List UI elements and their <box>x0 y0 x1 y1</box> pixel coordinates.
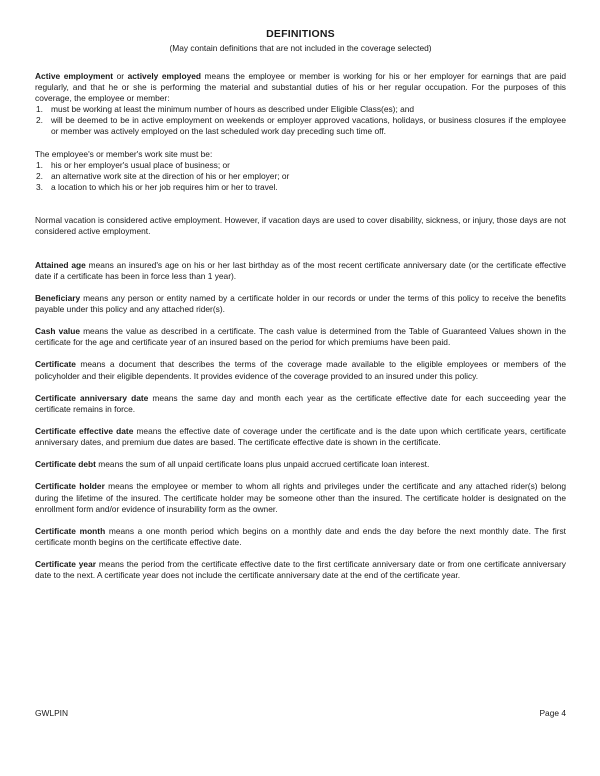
definition-certificate-month-text: means a one month period which begins on a monthly date and ends the day before the next monthly date. The first certificate month begins on the certificate effective date. <box>35 525 566 547</box>
page-subtitle: (May contain definitions that are not included in the coverage selected) <box>169 43 432 53</box>
list-item-label: a location to which his or her job requires him or her to travel. <box>51 181 278 192</box>
term-actively-employed: actively employed <box>127 71 201 81</box>
term-certificate-debt: Certificate debt <box>35 459 96 470</box>
term-certificate-holder: Certificate holder <box>35 481 105 492</box>
definition-certificate <box>35 359 566 381</box>
list-item-label: will be deemed to be in active employment on weekends or employer approved vacations, holidays, or business closures if the employee or member was actively employed on the last scheduled work day preceding such time off. <box>51 115 566 137</box>
list-item <box>35 115 566 137</box>
term-certificate-effective-date: Certificate effective date <box>35 426 134 436</box>
paragraph-spacer <box>35 415 566 426</box>
footer-form-number: GWLPIN <box>35 708 69 718</box>
paragraph-spacer <box>35 382 566 393</box>
definition-certificate-debt-text: means the sum of all unpaid certificate loans plus unpaid accrued certificate loan interest. <box>95 459 430 470</box>
list-item <box>35 182 566 193</box>
definition-certificate-anniversary-date <box>35 393 566 415</box>
footer-page-number: Page 4 <box>539 708 566 718</box>
page-title: DEFINITIONS <box>266 28 335 40</box>
definition-certificate-holder-text: means the employee or member to whom all rights and privileges under the certificate and any attached rider(s) belong during the lifetime of the insured. The certificate holder may be someone other than the insured. The certificate holder is designated on the enrollment form and/or evidence of insurability form as the owner. <box>35 481 566 514</box>
paragraph-spacer <box>35 548 566 559</box>
definition-beneficiary <box>35 293 566 315</box>
list-item <box>35 171 566 182</box>
definition-cash-value-text: means the value as described in a certificate. The cash value is determined from the Table of Guaranteed Values shown in the certificate for the age and certificate year of an insured based on the period for which premiums have been paid. <box>35 326 566 348</box>
term-certificate-anniversary-date: Certificate anniversary date <box>35 392 149 403</box>
work-site-list <box>35 160 566 193</box>
list-item-number: 2. <box>36 170 43 181</box>
paragraph-spacer <box>35 204 566 215</box>
document-body <box>35 71 566 581</box>
definition-certificate-holder <box>35 481 566 514</box>
term-attained-age: Attained age <box>35 259 86 270</box>
paragraph-spacer <box>35 237 566 248</box>
term-certificate: Certificate <box>35 359 76 370</box>
definition-certificate-year-text: means the period from the certificate effective date to the first certificate anniversary date or from one certificate anniversary date to the next. A certificate year does not include the certificate anniversary date at the end of the certificate year. <box>35 559 566 581</box>
term-active-employment: Active employment <box>35 71 114 81</box>
paragraph-spacer <box>35 448 566 459</box>
paragraph-spacer <box>35 193 566 204</box>
definition-cash-value <box>35 326 566 348</box>
conjunction-or: or <box>113 71 128 81</box>
paragraph-spacer <box>35 348 566 359</box>
list-item-number: 2. <box>36 115 43 126</box>
definition-active-employment-text: means the employee or member is working for his or her employer for earnings that are paid regularly, and that he or she is performing the material and substantial duties of his or her regular occupation. For the purposes of this coverage, the employee or member: <box>35 71 566 104</box>
term-cash-value: Cash value <box>35 326 80 337</box>
definition-attained-age <box>35 260 566 282</box>
paragraph-spacer <box>35 515 566 526</box>
document-header <box>35 28 566 54</box>
definition-beneficiary-text: means any person or entity named by a certificate holder in our records or under the terms of this policy to receive the benefits payable under this policy and any attached rider(s). <box>35 292 566 314</box>
definition-certificate-effective-date-text: means the effective date of coverage under the certificate and is the date upon which certificate years, certificate anniversary dates, and premium due dates are based. The certificate effective date is shown in the certificate. <box>35 426 566 448</box>
paragraph-spacer <box>35 249 566 260</box>
list-item-number: 1. <box>36 159 43 170</box>
definition-certificate-month <box>35 526 566 548</box>
worksite-lead: The employee's or member's work site must be: <box>35 148 213 159</box>
paragraph-normal-vacation: Normal vacation is considered active employment. However, if vacation days are used to cover disability, sickness, or injury, those days are not considered active employment. <box>35 215 566 237</box>
page-footer <box>35 708 566 719</box>
term-beneficiary: Beneficiary <box>35 292 81 303</box>
list-item-number: 3. <box>36 181 43 192</box>
definition-certificate-debt <box>35 459 566 470</box>
definition-certificate-year <box>35 559 566 581</box>
paragraph-spacer <box>35 282 566 293</box>
definition-active-employment <box>35 71 566 104</box>
paragraph-spacer <box>35 138 566 149</box>
list-item <box>35 160 566 171</box>
list-item-label: must be working at least the minimum number of hours as described under Eligible Class(es); and <box>51 104 415 115</box>
list-item-number: 1. <box>36 104 43 115</box>
definition-certificate-anniversary-date-text: means the same day and month each year as the certificate effective date for each succeeding year the certificate remains in force. <box>35 392 566 414</box>
list-item-label: an alternative work site at the direction of his or her employer; or <box>51 170 290 181</box>
term-certificate-month: Certificate month <box>35 525 106 536</box>
term-certificate-year: Certificate year <box>35 559 97 570</box>
definition-attained-age-text: means an insured's age on his or her last birthday as of the most recent certificate anniversary date (or the certificate effective date if a certificate has been in force less than 1 year). <box>35 259 566 281</box>
definition-certificate-effective-date <box>35 426 566 448</box>
definition-certificate-text: means a document that describes the terms of the coverage made available to the eligible employees or members of the policyholder and their eligible dependents. It provides evidence of the coverage provided to an insured under this policy. <box>35 359 566 381</box>
paragraph-spacer <box>35 470 566 481</box>
list-item-label: his or her employer's usual place of business; or <box>51 159 230 170</box>
active-employment-list <box>35 104 566 137</box>
paragraph-spacer <box>35 315 566 326</box>
list-item <box>35 104 566 115</box>
